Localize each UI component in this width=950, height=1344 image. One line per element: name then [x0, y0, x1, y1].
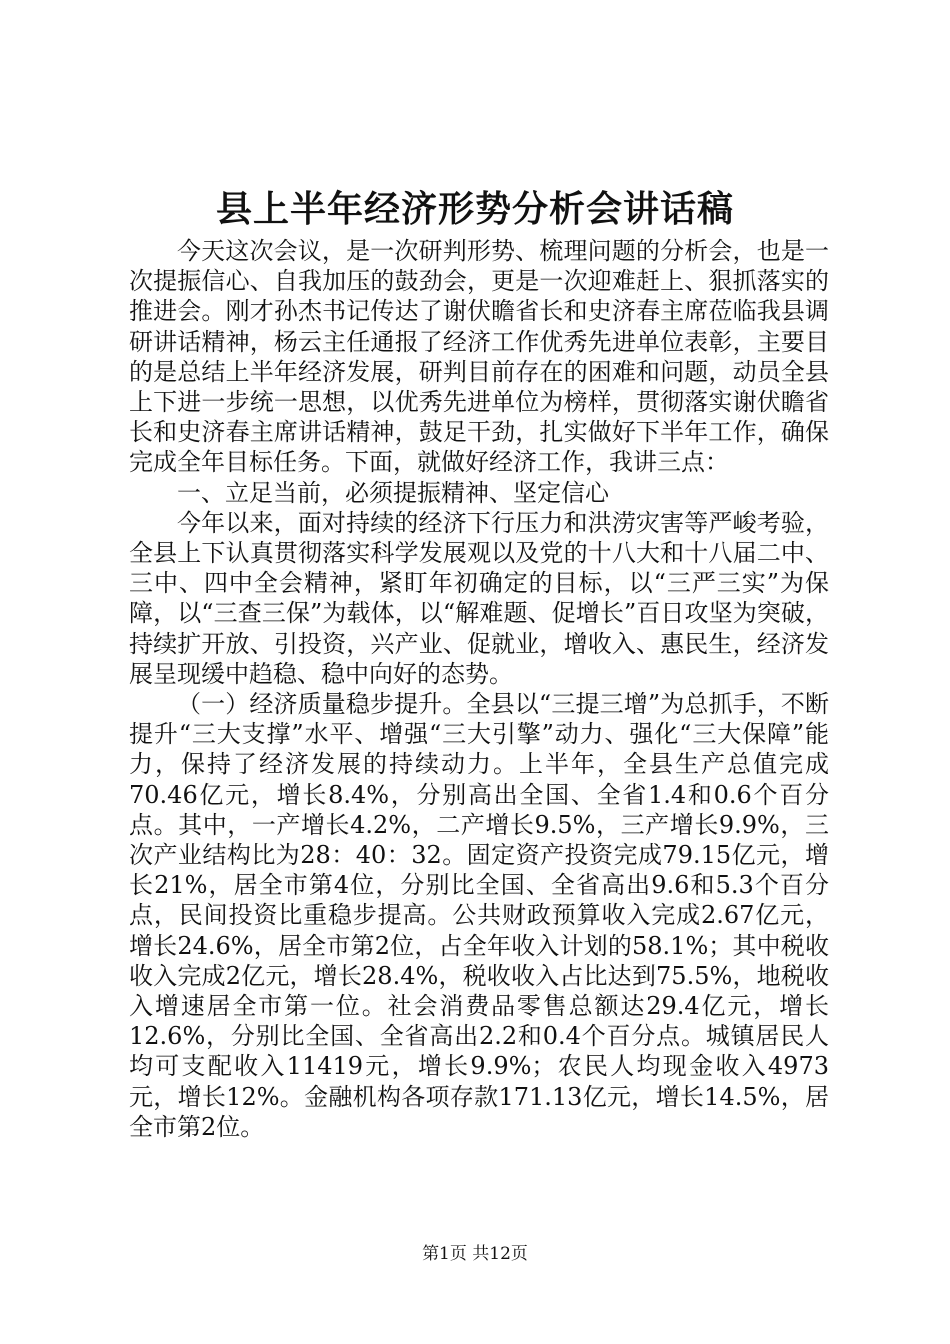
document-body	[129, 236, 829, 1142]
paragraph-economy-quality: （一）经济质量稳步提升。全县以“三提三增”为总抓手，不断提升“三大支撑”水平、增强“三大引擎”动力、强化“三大保障”能力，保持了经济发展的持续动力。上半年，全县生产总值完成70.46亿元，增长8.4%，分别高出全国、全省1.4和0.6个百分点。其中，一产增长4.2%，二产增长9.5%，三产增长9.9%，三次产业结构比为28：40：32。固定资产投资完成79.15亿元，增长21%，居全市第4位，分别比全国、全省高出9.6和5.3个百分点，民间投资比重稳步提高。公共财政预算收入完成2.67亿元，增长24.6%，居全市第2位，占全年收入计划的58.1%；其中税收收入完成2亿元，增长28.4%，税收收入占比达到75.5%，地税收入增速居全市第一位。社会消费品零售总额达29.4亿元，增长12.6%，分别比全国、全省高出2.2和0.4个百分点。城镇居民人均可支配收入11419元，增长9.9%；农民人均现金收入4973元，增长12%。金融机构各项存款171.13亿元，增长14.5%，居全市第2位。	[129, 690, 829, 1141]
paragraph-intro: 今天这次会议，是一次研判形势、梳理问题的分析会，也是一次提振信心、自我加压的鼓劲会，更是一次迎难赶上、狠抓落实的推进会。刚才孙杰书记传达了谢伏瞻省长和史济春主席莅临我县调研讲话精神，杨云主任通报了经济工作优秀先进单位表彰，主要目的是总结上半年经济发展，研判目前存在的困难和问题，动员全县上下进一步统一思想，以优秀先进单位为榜样，贯彻落实谢伏瞻省长和史济春主席讲话精神，鼓足干劲，扎实做好下半年工作，确保完成全年目标任务。下面，就做好经济工作，我讲三点：	[129, 237, 829, 477]
page-number-footer: 第1页 共12页	[422, 1244, 528, 1264]
section-heading-1: 一、立足当前，必须提振精神、坚定信心	[177, 478, 609, 507]
document-title: 县上半年经济形势分析会讲话稿	[215, 188, 734, 230]
paragraph-overview: 今年以来，面对持续的经济下行压力和洪涝灾害等严峻考验，全县上下认真贯彻落实科学发展观以及党的十八大和十八届二中、三中、四中全会精神，紧盯年初确定的目标，以“三严三实”为保障，以“三查三保”为载体，以“解难题、促增长”百日攻坚为突破，持续扩开放、引投资，兴产业、促就业，增收入、惠民生，经济发展呈现缓中趋稳、稳中向好的态势。	[129, 508, 829, 688]
